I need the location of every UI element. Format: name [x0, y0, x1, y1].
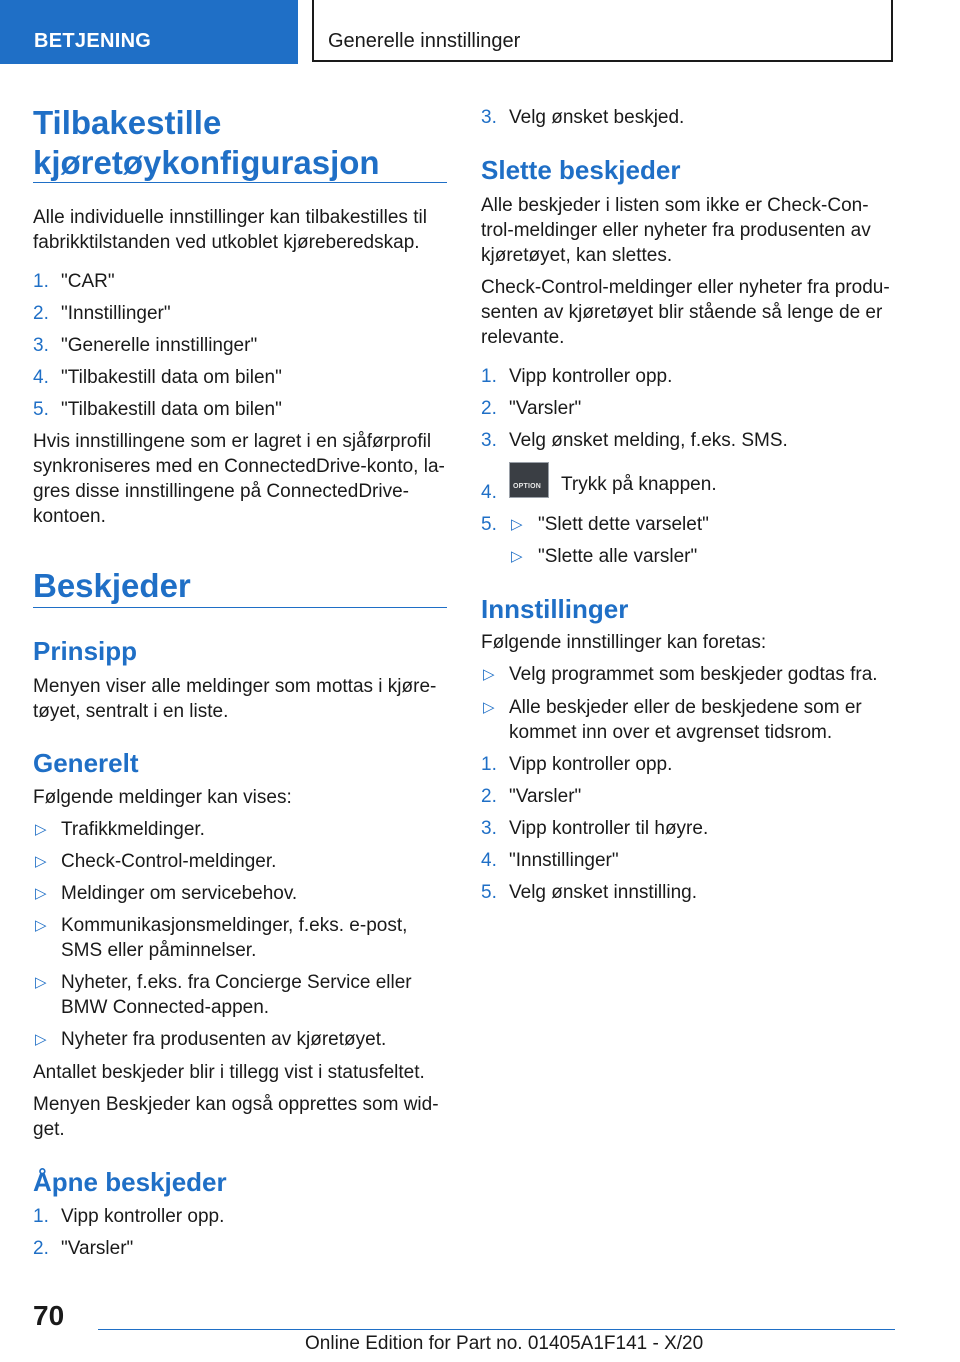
- text-line: Alle beskjeder i listen som ikke er Check-Con-: [481, 195, 869, 216]
- text-line: relevante.: [481, 327, 565, 348]
- step-number: 3.: [481, 107, 497, 128]
- page-number: 70: [33, 1300, 65, 1331]
- step-number: 1.: [33, 1206, 49, 1227]
- reset-intro: [33, 205, 447, 255]
- text-line: kjøretøyet, kan slettes.: [481, 245, 673, 266]
- text-line: Kommunikasjonsmeldinger, f.eks. e-post,: [61, 915, 408, 936]
- bullet-icon: ▷: [511, 548, 523, 565]
- text-line: gres disse innstillingene på ConnectedDrive-: [33, 481, 409, 502]
- bullet-text: Meldinger om servicebehov.: [61, 883, 298, 904]
- general-heading: Generelt: [33, 748, 139, 778]
- text-line: SMS eller påminnelser.: [61, 940, 257, 961]
- step-text: "Tilbakestill data om bilen": [61, 399, 282, 420]
- general-intro: Følgende meldinger kan vises:: [33, 787, 292, 808]
- step-number: 2.: [33, 303, 49, 324]
- text-line: Menyen viser alle meldinger som mottas i kjøre-: [33, 676, 437, 697]
- step-text: Velg ønsket beskjed.: [509, 107, 685, 128]
- text-line: Alle individuelle innstillinger kan tilbakestilles til: [33, 207, 427, 228]
- text-line: Check-Control-meldinger eller nyheter fra produ-: [481, 277, 890, 298]
- step-number: 5.: [33, 399, 49, 420]
- step-number: 4.: [33, 367, 49, 388]
- text-line: Hvis innstillingene som er lagret i en sjåførprofil: [33, 431, 432, 452]
- text-line: kommet inn over et avgrenset tidsrom.: [509, 722, 833, 743]
- bullet-icon: ▷: [35, 974, 47, 991]
- step-number: 3.: [481, 818, 497, 839]
- step-text: "Varsler": [61, 1238, 134, 1259]
- step-text: "CAR": [61, 271, 115, 292]
- bullet-icon: ▷: [483, 699, 495, 716]
- heading-rule: [33, 607, 447, 608]
- bullet-text: Velg programmet som beskjeder godtas fra.: [509, 664, 878, 685]
- bullet-icon: ▷: [511, 516, 523, 533]
- text-line: BMW Connected-appen.: [61, 997, 270, 1018]
- step-number: 3.: [33, 335, 49, 356]
- step-text: "Varsler": [509, 398, 582, 419]
- reset-heading-line1: Tilbakestille: [33, 104, 222, 141]
- bullet-text: [509, 695, 895, 745]
- chapter-header: [312, 0, 893, 62]
- step-text: Vipp kontroller opp.: [509, 366, 673, 387]
- bullet-text: Nyheter fra produsenten av kjøretøyet.: [61, 1029, 387, 1050]
- step-number: 1.: [481, 366, 497, 387]
- step-text: "Innstillinger": [61, 303, 171, 324]
- delete-text-checkcontrol: [481, 275, 895, 350]
- text-line: Menyen Beskjeder kan også opprettes som wid-: [33, 1094, 439, 1115]
- step-text: Velg ønsket melding, f.eks. SMS.: [509, 430, 788, 451]
- step-text: "Innstillinger": [509, 850, 619, 871]
- step-number: 5.: [481, 882, 497, 903]
- principle-text: [33, 674, 447, 724]
- bullet-icon: ▷: [483, 666, 495, 683]
- step-number: 4.: [481, 850, 497, 871]
- text-line: kontoen.: [33, 506, 106, 527]
- step-text: Velg ønsket innstilling.: [509, 882, 697, 903]
- text-line: senten av kjøretøyet blir stående så lenge de er: [481, 302, 883, 323]
- text-line: trol-meldinger eller nyheter fra produsenten av: [481, 220, 871, 241]
- settings-intro: Følgende innstillinger kan foretas:: [481, 632, 767, 653]
- option-button-icon: [509, 462, 549, 498]
- principle-heading: Prinsipp: [33, 636, 138, 666]
- step-text: Vipp kontroller til høyre.: [509, 818, 709, 839]
- messages-heading: Beskjeder: [33, 567, 191, 604]
- bullet-text: Trafikkmeldinger.: [61, 819, 205, 840]
- chapter-title: Generelle innstillinger: [328, 30, 521, 52]
- reset-heading: [33, 103, 447, 183]
- text-line: get.: [33, 1119, 65, 1140]
- bullet-text: Check-Control-meldinger.: [61, 851, 277, 872]
- heading-rule: [33, 182, 447, 183]
- bullet-icon: ▷: [35, 885, 47, 902]
- delete-text: [481, 193, 895, 268]
- section-label: BETJENING: [34, 30, 152, 52]
- step-text: Vipp kontroller opp.: [61, 1206, 225, 1227]
- section-tab: [0, 0, 298, 64]
- step-text: "Varsler": [509, 786, 582, 807]
- reset-heading-line2: kjøretøykonfigurasjon: [33, 144, 380, 181]
- text-line: synkroniseres med en ConnectedDrive-konto, la-: [33, 456, 445, 477]
- step-text: [509, 462, 895, 498]
- bullet-icon: ▷: [35, 1031, 47, 1048]
- step-number: 4.: [481, 482, 497, 503]
- footer-edition: Online Edition for Part no. 01405A1F141 - X/20: [305, 1333, 704, 1354]
- step-number: 3.: [481, 430, 497, 451]
- step-text: "Tilbakestill data om bilen": [61, 367, 282, 388]
- text-line: Nyheter, f.eks. fra Concierge Service eller: [61, 972, 412, 993]
- text-line: tøyet, sentralt i en liste.: [33, 701, 229, 722]
- text-line: fabrikktilstanden ved utkoblet kjøreberedskap.: [33, 232, 420, 253]
- bullet-text: [61, 913, 447, 963]
- settings-heading: Innstillinger: [481, 594, 629, 624]
- step-text: "Generelle innstillinger": [61, 335, 258, 356]
- option-text: "Slette alle varsler": [538, 546, 698, 567]
- step-number: 2.: [481, 786, 497, 807]
- general-note: Antallet beskjeder blir i tillegg vist i statusfeltet.: [33, 1062, 425, 1083]
- delete-heading: Slette beskjeder: [481, 155, 681, 185]
- step-text: Vipp kontroller opp.: [509, 754, 673, 775]
- general-note-widget: [33, 1092, 447, 1142]
- step-instruction: Trykk på knappen.: [561, 474, 717, 495]
- bullet-icon: ▷: [35, 821, 47, 838]
- bullet-icon: ▷: [35, 853, 47, 870]
- option-text: "Slett dette varselet": [538, 514, 709, 535]
- bullet-icon: ▷: [35, 917, 47, 934]
- step-number: 2.: [33, 1238, 49, 1259]
- step-number: 1.: [33, 271, 49, 292]
- reset-note: [33, 429, 447, 529]
- footer-rule: [98, 1329, 895, 1330]
- open-heading: Åpne beskjeder: [33, 1167, 227, 1197]
- step-number: 2.: [481, 398, 497, 419]
- option-button-label: OPTION: [513, 483, 542, 490]
- step-number: 1.: [481, 754, 497, 775]
- bullet-text: [61, 970, 447, 1020]
- text-line: Alle beskjeder eller de beskjedene som er: [509, 697, 862, 718]
- step-number: 5.: [481, 514, 497, 535]
